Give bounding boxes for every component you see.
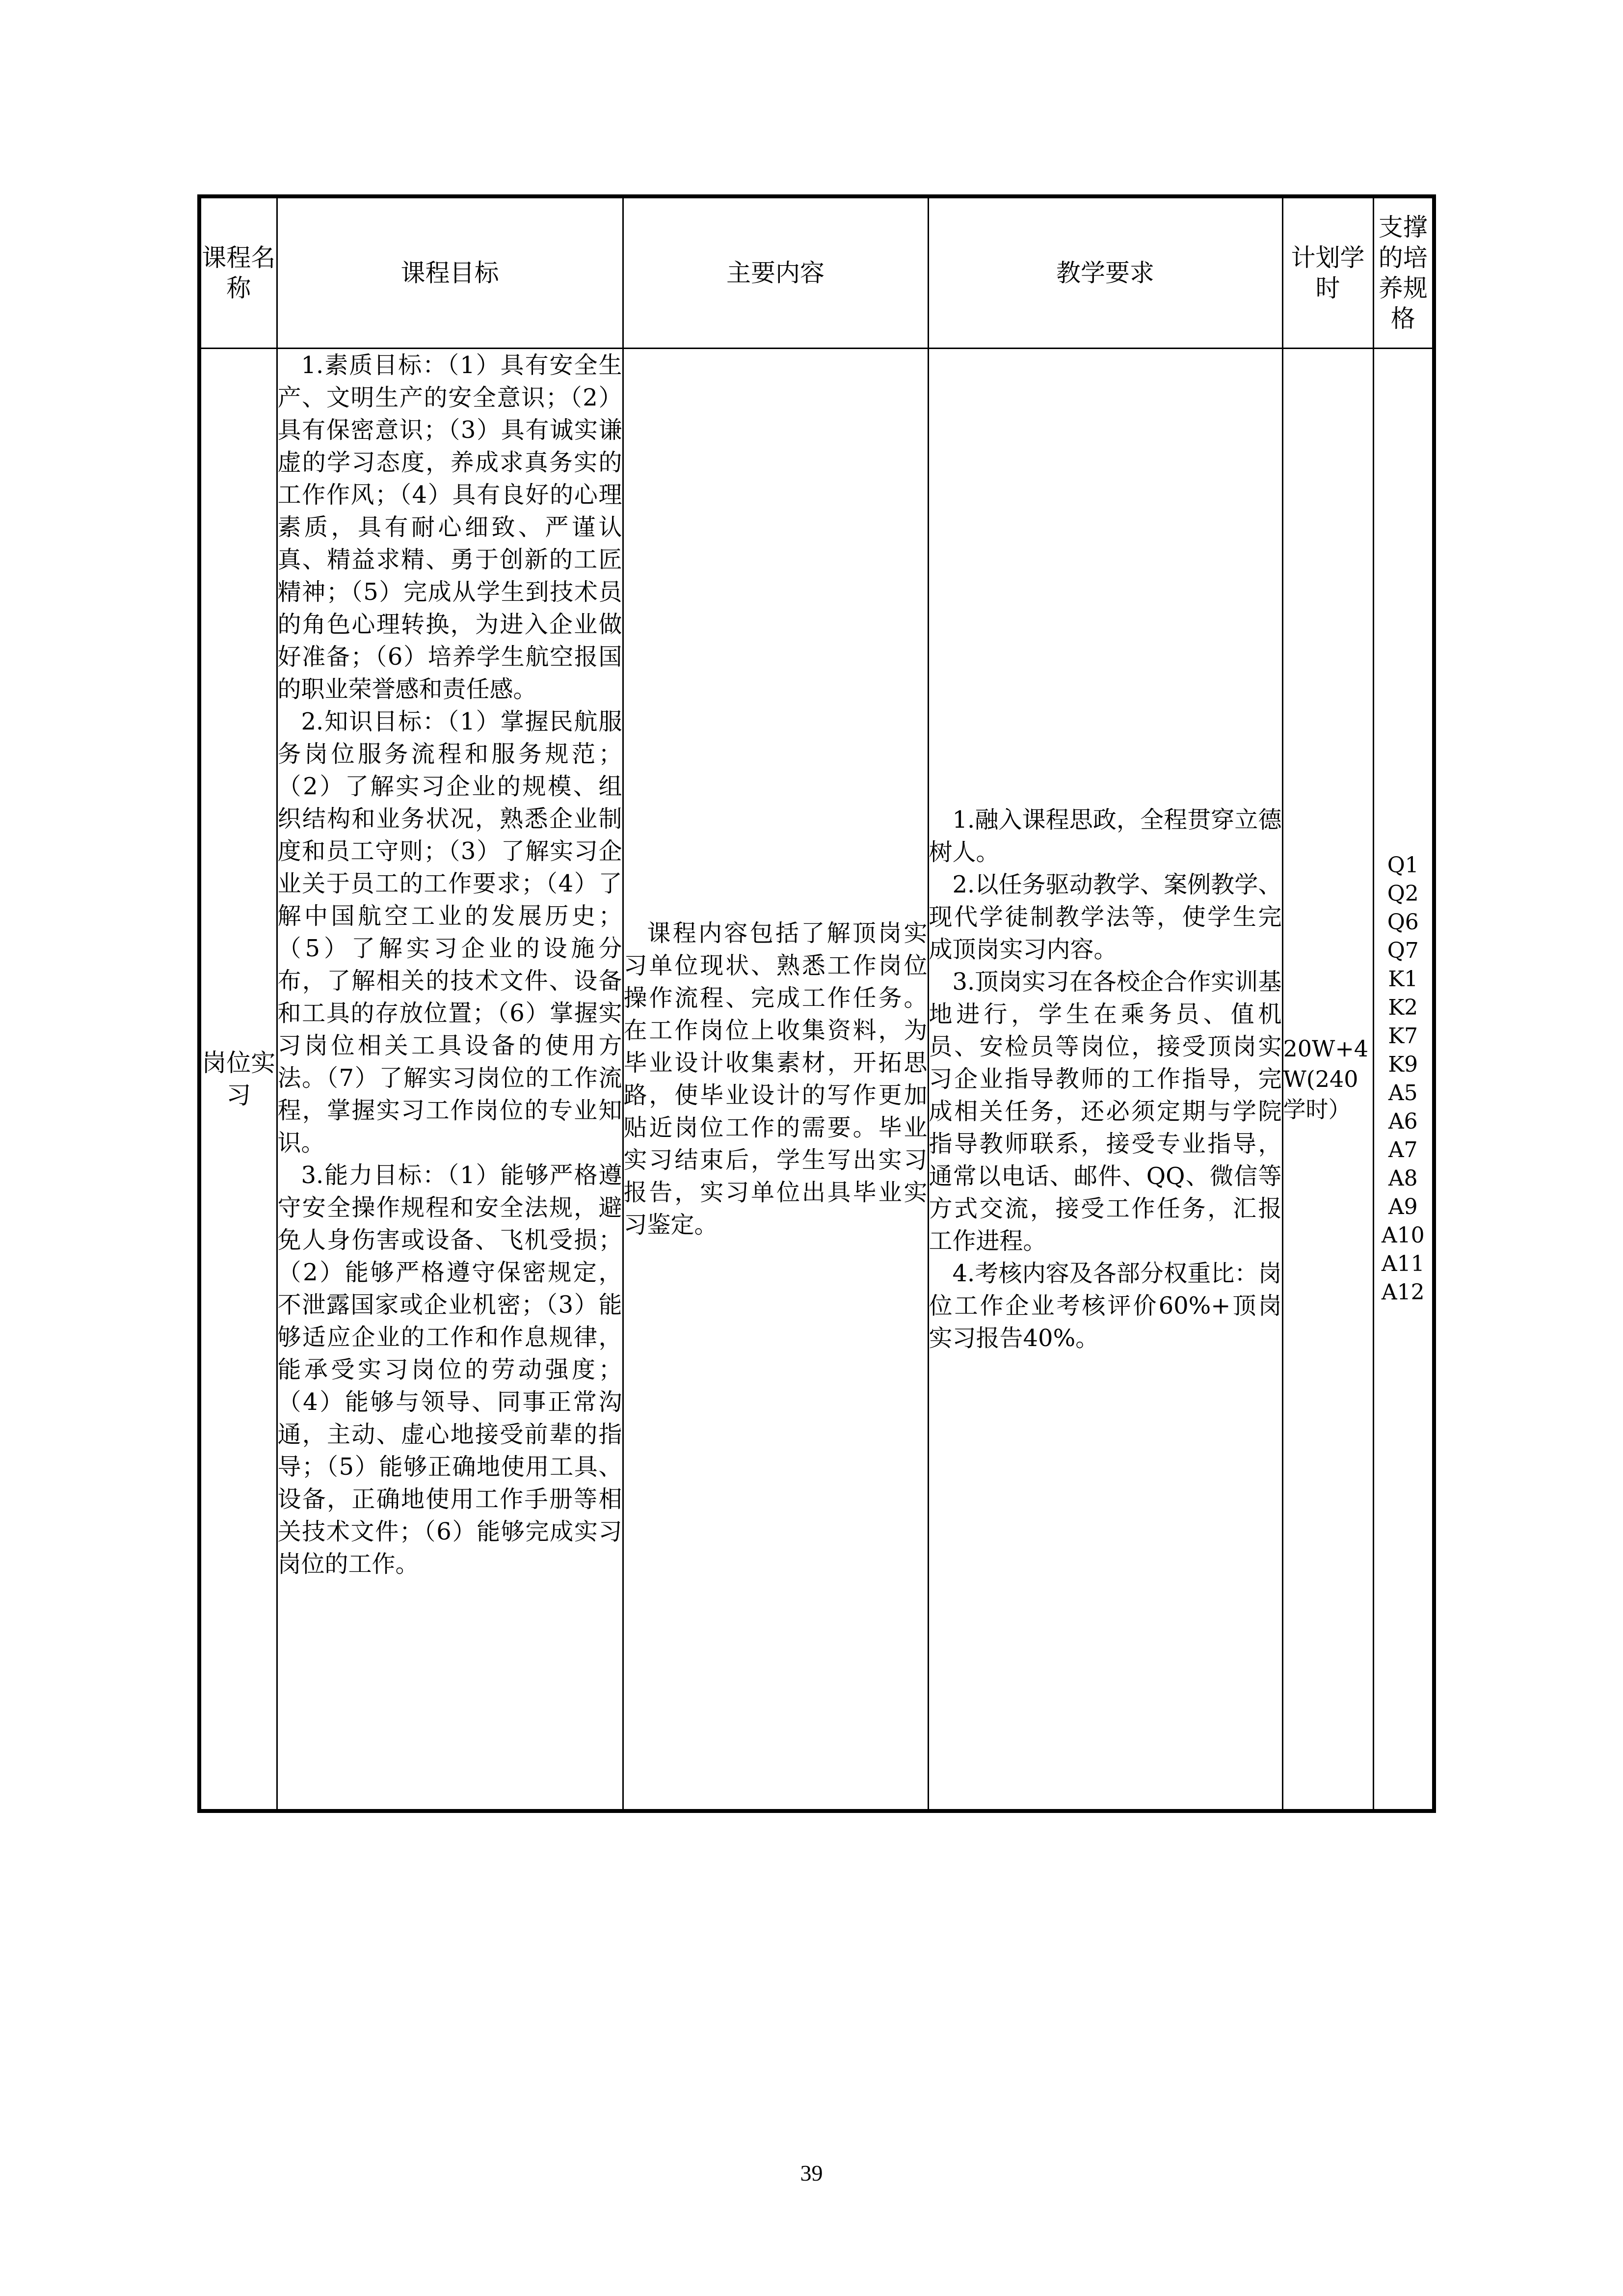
teaching-req-2: 2.以任务驱动教学、案例教学、现代学徒制教学法等，使学生完成顶岗实习内容。: [929, 871, 1282, 963]
spec-code: K1: [1388, 967, 1418, 992]
course-table: [197, 194, 1436, 1813]
course-name: 岗位实习: [202, 1049, 276, 1109]
header-planned-hours: 计划学时: [1282, 196, 1373, 349]
spec-code: A10: [1381, 1223, 1425, 1248]
goal-knowledge: 2.知识目标：（1）掌握民航服务岗位服务流程和服务规范；（2）了解实习企业的规模、组织结构和业务状况，熟悉企业制度和员工守则；（3）了解实习企业关于员工的工作要求；（4）了解中国航空工业的发展历史；（5）了解实习企业的设施分布，了解相关的技术文件、设备和工具的存放位置；（6）掌握实习岗位相关工具设备的使用方法。（7）了解实习岗位的工作流程，掌握实习工作岗位的专业知识。: [277, 708, 622, 1157]
teaching-req-4: 4.考核内容及各部分权重比：岗位工作企业考核评价60%+顶岗实习报告40%。: [929, 1260, 1282, 1352]
planned-hours: 20W+4W(240学时）: [1283, 1035, 1369, 1123]
header-teaching-requirements: 教学要求: [928, 196, 1282, 349]
header-supported-specs: 支撑的培养规格: [1373, 196, 1434, 349]
spec-code: Q7: [1387, 938, 1419, 963]
page-number: 39: [800, 2161, 823, 2186]
spec-code: Q2: [1387, 881, 1419, 906]
planned-hours-cell: [1282, 349, 1373, 1811]
main-content-text: 课程内容包括了解顶岗实习单位现状、熟悉工作岗位操作流程、完成工作任务。在工作岗位上收集资料，为毕业设计收集素材，开拓思路，使毕业设计的写作更加贴近岗位工作的需要。毕业实习结束后，学生写出实习报告，实习单位出具毕业实习鉴定。: [623, 919, 928, 1239]
table-header-row: [199, 196, 1434, 349]
spec-code: K2: [1388, 995, 1418, 1020]
spec-code: K9: [1388, 1052, 1418, 1077]
supported-specs-cell: [1373, 349, 1434, 1811]
header-course-name: 课程名称: [199, 196, 277, 349]
spec-code: A5: [1388, 1080, 1418, 1106]
table-row: [199, 349, 1434, 1811]
spec-code: Q1: [1387, 853, 1419, 878]
spec-code: Q6: [1387, 910, 1419, 935]
header-course-goal: 课程目标: [277, 196, 623, 349]
main-content-cell: [623, 349, 928, 1811]
goal-ability: 3.能力目标：（1）能够严格遵守安全操作规程和安全法规，避免人身伤害或设备、飞机受损；（2）能够严格遵守保密规定，不泄露国家或企业机密；（3）能够适应企业的工作和作息规律，能承受实习岗位的劳动强度；（4）能够与领导、同事正常沟通，主动、虚心地接受前辈的指导；（5）能够正确地使用工具、设备，正确地使用工作手册等相关技术文件；（6）能够完成实习岗位的工作。: [277, 1162, 622, 1578]
header-main-content: 主要内容: [623, 196, 928, 349]
course-name-cell: [199, 349, 277, 1811]
spec-code: A7: [1388, 1137, 1418, 1162]
spec-code: A8: [1388, 1166, 1418, 1191]
teaching-requirements-cell: [928, 349, 1282, 1811]
course-goal-cell: [277, 349, 623, 1811]
goal-quality: 1.素质目标：（1）具有安全生产、文明生产的安全意识；（2）具有保密意识；（3）具有诚实谦虚的学习态度，养成求真务实的工作作风；（4）具有良好的心理素质，具有耐心细致、严谨认真、精益求精、勇于创新的工匠精神；（5）完成从学生到技术员的角色心理转换，为进入企业做好准备；（6）培养学生航空报国的职业荣誉感和责任感。: [277, 351, 622, 703]
spec-code: A6: [1388, 1109, 1418, 1134]
spec-code: K7: [1388, 1024, 1418, 1049]
spec-code: A12: [1381, 1280, 1425, 1305]
spec-code: A11: [1381, 1251, 1425, 1276]
teaching-req-3: 3.顶岗实习在各校企合作实训基地进行，学生在乘务员、值机员、安检员等岗位，接受顶岗实习企业指导教师的工作指导，完成相关任务，还必须定期与学院指导教师联系，接受专业指导，通常以电话、邮件、QQ、微信等方式交流，接受工作任务，汇报工作进程。: [929, 968, 1282, 1255]
teaching-req-1: 1.融入课程思政，全程贯穿立德树人。: [929, 806, 1282, 866]
spec-code: A9: [1388, 1194, 1418, 1219]
